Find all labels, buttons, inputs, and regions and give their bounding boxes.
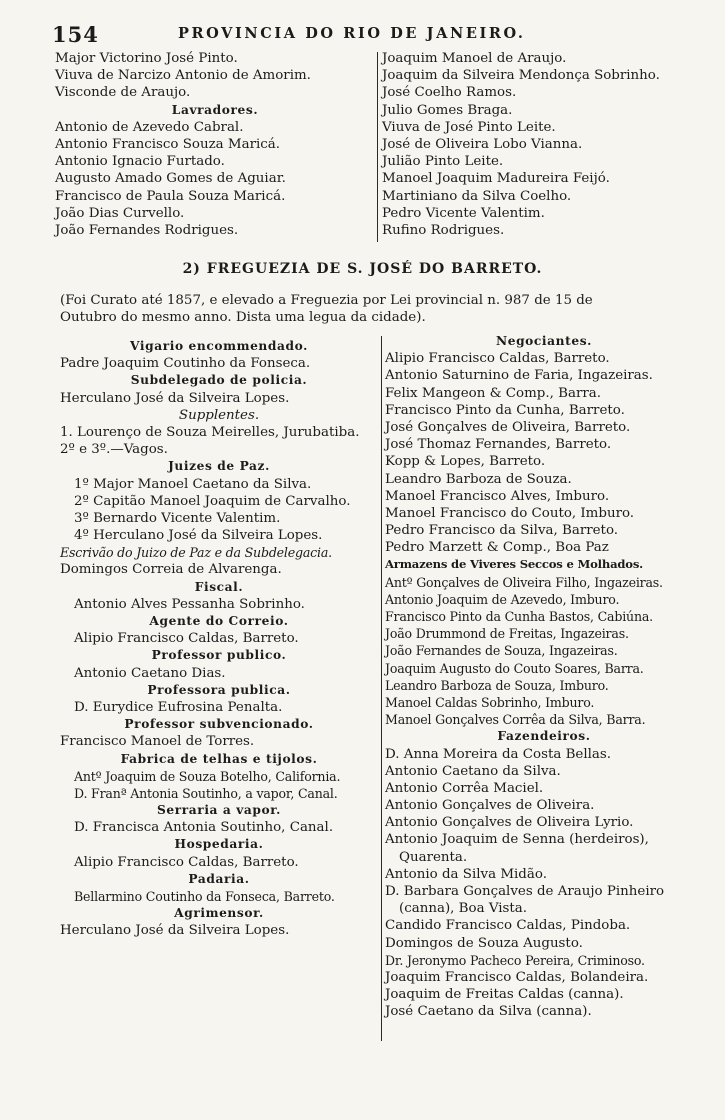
intro-line: (Foi Curato até 1857, e elevado a Freguezia por Lei provincial n. 987 de 15 de — [60, 293, 593, 308]
entry: Joaquim Francisco Caldas, Bolandeira. — [385, 969, 649, 985]
heading-professor: Professor publico. — [151, 648, 287, 663]
heading-hospedaria: Hospedaria. — [174, 837, 264, 852]
list-item: Antonio Francisco Souza Maricá. — [55, 136, 281, 152]
entry: Antonio Caetano Dias. — [74, 665, 226, 681]
entry: Bellarmino Coutinho da Fonseca, Barreto. — [74, 889, 335, 904]
list-item: João Fernandes Rodrigues. — [55, 222, 239, 238]
section-intro — [60, 292, 705, 327]
entry: José Thomaz Fernandes, Barreto. — [385, 437, 612, 453]
entry: Antonio Gonçalves de Oliveira. — [385, 798, 595, 814]
entry: Antonio Alves Pessanha Sobrinho. — [74, 596, 305, 612]
heading-negociantes: Negociantes. — [495, 334, 593, 348]
top-left-column — [55, 50, 375, 239]
list-item: Major Victorino José Pinto. — [55, 51, 238, 66]
entry: Antonio Corrêa Maciel. — [385, 780, 544, 796]
list-item: Joaquim da Silveira Mendonça Sobrinho. — [382, 68, 660, 84]
entry: 1. Lourenço de Souza Meirelles, Jurubatiba. — [60, 424, 360, 440]
entry: Pedro Marzett & Comp., Boa Paz — [385, 540, 609, 556]
entry: D. Francisca Antonia Soutinho, Canal. — [74, 820, 334, 836]
list-item: Manoel Joaquim Madureira Feijó. — [382, 171, 610, 187]
entry: Francisco Manoel de Torres. — [60, 734, 255, 750]
entry: Leandro Barboza de Souza, Imburo. — [385, 677, 609, 693]
intro-line: Outubro do mesmo anno. Dista uma legua da cidade). — [60, 310, 426, 326]
column-divider — [381, 336, 382, 1041]
heading-escrivao: Escrivão do Juizo de Paz e da Subdelegacia. — [60, 545, 332, 561]
entry: D. Anna Moreira da Costa Bellas. — [385, 746, 612, 762]
top-right-column — [382, 50, 702, 239]
entry: Manoel Gonçalves Corrêa da Silva, Barra. — [385, 712, 646, 728]
entry: 2º Capitão Manoel Joaquim de Carvalho. — [74, 493, 351, 509]
heading-fazendeiros: Fazendeiros. — [497, 729, 591, 744]
entry: Antonio Gonçalves de Oliveira Lyrio. — [385, 815, 634, 831]
entry: Antº Gonçalves de Oliveira Filho, Ingazeiras. — [385, 574, 663, 590]
heading-fabrica: Fabrica de telhas e tijolos. — [120, 751, 318, 766]
list-item: Julião Pinto Leite. — [382, 154, 504, 170]
list-item: José Coelho Ramos. — [382, 85, 517, 101]
entry: Domingos de Souza Augusto. — [385, 935, 583, 951]
page-number: 154 — [52, 22, 99, 47]
entry: Manoel Francisco Alves, Imburo. — [385, 488, 610, 504]
entry: Kopp & Lopes, Barreto. — [385, 454, 546, 470]
entry: 3º Bernardo Vicente Valentim. — [74, 510, 281, 526]
list-item: Julio Gomes Braga. — [382, 102, 513, 118]
entry: 2º e 3º.—Vagos. — [60, 442, 168, 458]
entry: Alipio Francisco Caldas, Barreto. — [385, 351, 610, 367]
entry: Pedro Francisco da Silva, Barreto. — [385, 523, 619, 539]
entry: Herculano José da Silveira Lopes. — [60, 390, 290, 406]
list-item: Antonio de Azevedo Cabral. — [55, 119, 244, 135]
entry: Herculano José da Silveira Lopes. — [60, 923, 290, 939]
entry: João Drummond de Freitas, Ingazeiras. — [385, 626, 629, 642]
entry-continuation: Quarenta. — [399, 849, 468, 865]
list-item: Joaquim Manoel de Araujo. — [382, 51, 567, 66]
entry: D. Eurydice Eufrosina Penalta. — [74, 699, 283, 715]
heading-padaria: Padaria. — [188, 871, 250, 886]
entry: Antonio Caetano da Silva. — [385, 763, 561, 779]
entry: Padre Joaquim Coutinho da Fonseca. — [60, 356, 311, 372]
entry: Antº Joaquim de Souza Botelho, California. — [74, 768, 341, 784]
column-divider — [377, 52, 378, 242]
entry: Antonio da Silva Midão. — [385, 866, 547, 882]
entry: 4º Herculano José da Silveira Lopes. — [74, 528, 323, 544]
heading-agrimensor: Agrimensor. — [174, 906, 264, 921]
heading-vigario: Vigario encommendado. — [130, 339, 308, 353]
list-item: João Dias Curvello. — [55, 205, 185, 221]
section-heading-lavradores: Lavradores. — [171, 102, 259, 117]
entry: Felix Mangeon & Comp., Barra. — [385, 385, 602, 401]
heading-subdelegado: Subdelegado de policia. — [130, 373, 308, 388]
list-item: José de Oliveira Lobo Vianna. — [382, 136, 583, 152]
entry: Manoel Caldas Sobrinho, Imburo. — [385, 694, 595, 710]
page-header — [52, 22, 692, 46]
heading-armazens: Armazens de Viveres Seccos e Molhados. — [385, 557, 644, 572]
heading-serraria: Serraria a vapor. — [157, 803, 281, 818]
heading-professora: Professora publica. — [147, 682, 291, 697]
entry: Alipio Francisco Caldas, Barreto. — [74, 631, 299, 647]
entry: Dr. Jeronymo Pacheco Pereira, Criminoso. — [385, 952, 645, 968]
entry: D. Franª Antonia Soutinho, a vapor, Canal. — [74, 785, 338, 801]
entry: Manoel Francisco do Couto, Imburo. — [385, 505, 635, 521]
section-title: 2) FREGUEZIA DE S. JOSÉ DO BARRETO. — [182, 261, 543, 277]
entry: Alipio Francisco Caldas, Barreto. — [74, 854, 299, 870]
heading-subvencionado: Professor subvencionado. — [124, 717, 314, 732]
list-item: Rufino Rodrigues. — [382, 222, 505, 238]
list-item: Pedro Vicente Valentim. — [382, 205, 545, 221]
entry: Leandro Barboza de Souza. — [385, 471, 572, 487]
list-item: Visconde de Araujo. — [55, 85, 191, 101]
entry: Antonio Joaquim de Senna (herdeiros), — [385, 832, 649, 848]
heading-juizes: Juizes de Paz. — [168, 459, 270, 474]
entry: Joaquim de Freitas Caldas (canna). — [385, 987, 624, 1003]
entry: 1º Major Manoel Caetano da Silva. — [74, 476, 312, 492]
list-item: Francisco de Paula Souza Maricá. — [55, 188, 286, 204]
entry: Antonio Saturnino de Faria, Ingazeiras. — [385, 368, 653, 384]
entry: Candido Francisco Caldas, Pindoba. — [385, 918, 631, 934]
entry: José Gonçalves de Oliveira, Barreto. — [385, 419, 631, 435]
list-item: Augusto Amado Gomes de Aguiar. — [55, 171, 286, 187]
entry: Francisco Pinto da Cunha Bastos, Cabiúna. — [385, 609, 653, 624]
list-item: Antonio Ignacio Furtado. — [55, 154, 225, 170]
entry: João Fernandes de Souza, Ingazeiras. — [385, 643, 618, 659]
list-item: Viuva de Narcizo Antonio de Amorim. — [55, 68, 311, 84]
entry: Francisco Pinto da Cunha, Barreto. — [385, 402, 625, 418]
list-item: Martiniano da Silva Coelho. — [382, 188, 572, 204]
entry: Antonio Joaquim de Azevedo, Imburo. — [385, 591, 620, 607]
lower-right-column — [385, 333, 703, 1021]
heading-fiscal: Fiscal. — [194, 579, 244, 594]
running-title: PROVINCIA DO RIO DE JANEIRO. — [178, 25, 526, 42]
heading-supplentes: Supplentes. — [178, 407, 260, 423]
lower-left-column — [60, 338, 378, 940]
entry: D. Barbara Gonçalves de Araujo Pinheiro — [385, 884, 665, 899]
entry: Joaquim Augusto do Couto Soares, Barra. — [385, 660, 644, 676]
list-item: Viuva de José Pinto Leite. — [382, 119, 556, 135]
entry: Domingos Correia de Alvarenga. — [60, 562, 282, 578]
entry-continuation: (canna), Boa Vista. — [399, 901, 528, 917]
entry: José Caetano da Silva (canna). — [385, 1004, 592, 1020]
heading-correio: Agente do Correio. — [149, 614, 289, 628]
